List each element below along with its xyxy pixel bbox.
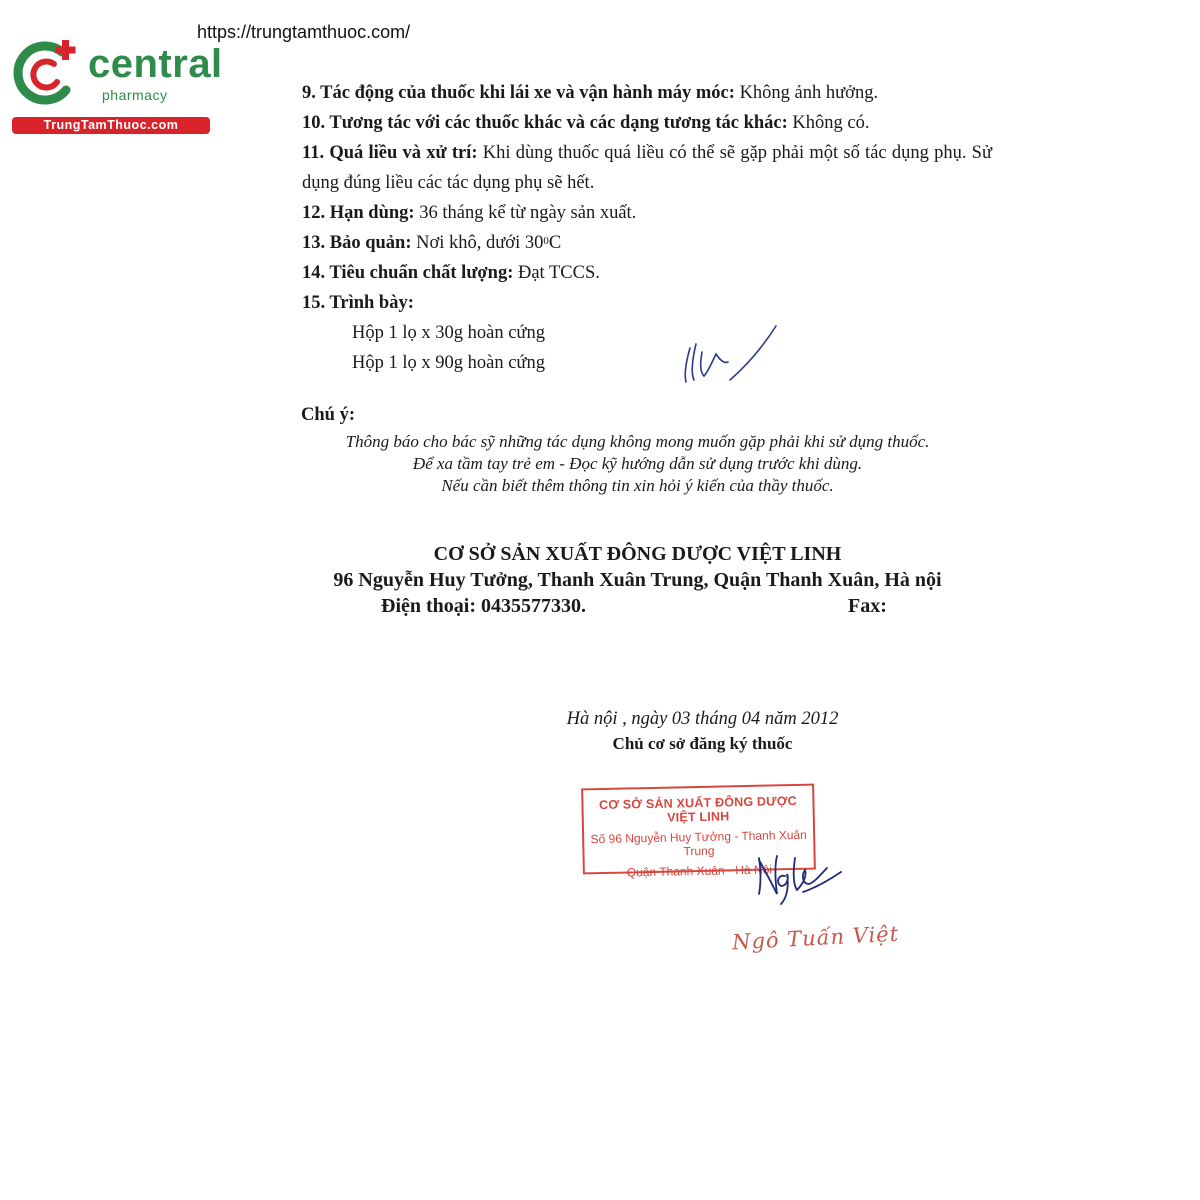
stamp-line: Quận Thanh Xuân - Hà Nội <box>626 862 773 880</box>
central-pharmacy-logo <box>10 38 223 136</box>
note-line: Nếu cần biết thêm thông tin xin hỏi ý kiến của thầy thuốc. <box>441 476 834 495</box>
main-signature <box>745 848 845 908</box>
note-title: Chú ý: <box>301 405 355 425</box>
section-text-after: C <box>548 233 562 253</box>
logo-name: central <box>88 42 223 86</box>
company-address: 96 Nguyễn Huy Tưởng, Thanh Xuân Trung, Quận Thanh Xuân, Hà nội <box>333 569 942 591</box>
section-overdose <box>302 138 992 198</box>
stamp-line: CƠ SỞ SẢN XUẤT ĐÔNG DƯỢC VIỆT LINH <box>598 793 798 825</box>
section-interactions <box>302 108 992 138</box>
section-quality <box>302 258 992 288</box>
company-block <box>300 541 975 619</box>
company-contact <box>300 593 975 619</box>
section-label: 9. Tác động của thuốc khi lái xe và vận hành máy móc: <box>302 83 735 103</box>
company-name: CƠ SỞ SẢN XUẤT ĐÔNG DƯỢC VIỆT LINH <box>433 543 842 565</box>
section-driving <box>302 78 992 108</box>
section-label: 11. Quá liều và xử trí: <box>302 143 478 163</box>
degree-superscript: 0 <box>543 235 549 247</box>
section-text: Đạt TCCS. <box>513 263 600 283</box>
section-text: Khi dùng thuốc quá liều có thể sẽ gặp phải một số tác dụng phụ. Sử dụng đúng liều các tác dụng phụ sẽ hết. <box>302 143 992 193</box>
pharmacy-logo-icon <box>10 38 90 108</box>
section-label: 13. Bảo quản: <box>302 233 412 253</box>
logo-subtitle: pharmacy <box>102 87 168 103</box>
company-phone: Điện thoại: 0435577330. <box>381 595 586 617</box>
signer-title: Chủ cơ sở đăng ký thuốc <box>612 734 793 753</box>
note-lines <box>300 431 975 497</box>
section-text: Không ảnh hưởng. <box>734 83 879 103</box>
section-text: 36 tháng kể từ ngày sản xuất. <box>414 203 637 223</box>
section-text: Không có. <box>787 113 870 133</box>
section-label: 12. Hạn dùng: <box>302 203 415 223</box>
company-fax: Fax: <box>848 595 887 617</box>
note-line: Để xa tầm tay trẻ em - Đọc kỹ hướng dẫn sử dụng trước khi dùng. <box>412 454 863 473</box>
leaflet-sections <box>302 78 992 378</box>
initial-signature <box>676 318 780 392</box>
signer-name: Ngô Tuấn Việt <box>731 921 900 955</box>
packaging-item: Hộp 1 lọ x 90g hoàn cứng <box>352 353 545 373</box>
logo-banner: TrungTamThuoc.com <box>12 117 210 134</box>
section-label: 10. Tương tác với các thuốc khác và các dạng tương tác khác: <box>302 113 788 133</box>
sign-date: Hà nội , ngày 03 tháng 04 năm 2012 <box>566 709 839 729</box>
section-label: 15. Trình bày: <box>302 293 414 313</box>
stamp-line: Số 96 Nguyễn Huy Tưởng - Thanh Xuân Trung <box>590 827 807 859</box>
note-line: Thông báo cho bác sỹ những tác dụng không mong muốn gặp phải khi sử dụng thuốc. <box>345 432 930 451</box>
section-presentation <box>302 288 992 318</box>
section-shelf-life <box>302 198 992 228</box>
section-label: 14. Tiêu chuẩn chất lượng: <box>302 263 514 283</box>
section-text: Nơi khô, dưới 30 <box>411 233 544 253</box>
packaging-item: Hộp 1 lọ x 30g hoàn cứng <box>352 323 545 343</box>
section-storage <box>302 228 992 258</box>
site-url: https://trungtamthuoc.com/ <box>197 22 411 42</box>
